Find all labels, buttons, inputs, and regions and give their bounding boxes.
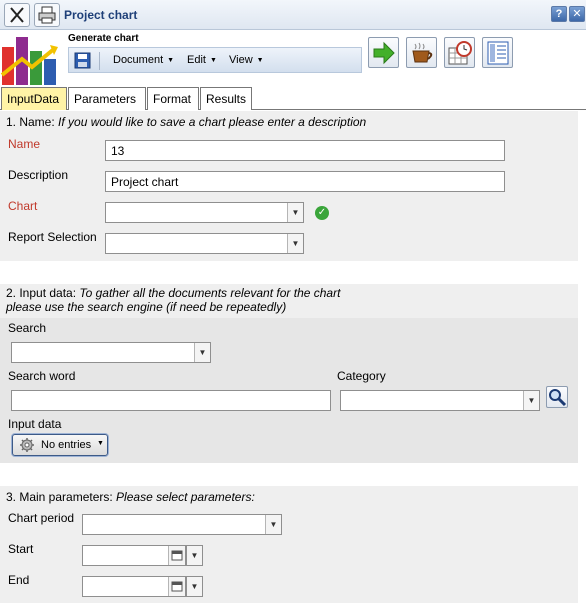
window-title: Project chart <box>64 8 138 22</box>
search-word-label: Search word <box>8 369 76 383</box>
description-label: Description <box>8 168 69 182</box>
chevron-down-icon: ▼ <box>209 57 217 64</box>
close-window-button[interactable] <box>4 3 30 27</box>
no-entries-button[interactable] <box>12 434 108 456</box>
description-field[interactable]: Project chart <box>105 171 505 192</box>
section-main-title <box>6 490 255 504</box>
section-input-data <box>0 318 578 463</box>
menu-bar <box>68 47 362 73</box>
section-name-prefix: 1. Name: <box>6 115 59 129</box>
gear-icon <box>19 437 35 453</box>
chevron-down-icon: ▼ <box>97 440 104 447</box>
chevron-down-icon: ▼ <box>256 57 264 64</box>
search-label: Search <box>8 321 47 335</box>
print-button[interactable] <box>34 3 60 27</box>
search-select[interactable] <box>11 342 211 363</box>
coffee-cup-icon <box>409 40 435 66</box>
menu-view-label: View <box>229 54 253 66</box>
menu-document[interactable] <box>113 54 174 66</box>
close-button[interactable]: ✕ <box>569 6 585 22</box>
menu-edit[interactable] <box>187 54 217 66</box>
report-list-icon <box>485 40 511 66</box>
section-name-hint: If you would like to save a chart please enter a description <box>58 115 367 129</box>
calendar-icon[interactable] <box>168 577 185 596</box>
schedule-button[interactable] <box>444 37 475 68</box>
end-date-input[interactable] <box>82 576 186 597</box>
toolbar-area <box>0 31 586 87</box>
save-icon[interactable] <box>74 52 91 69</box>
category-select[interactable] <box>340 390 540 411</box>
chevron-down-icon: ▼ <box>167 57 175 64</box>
arrow-right-icon <box>371 40 397 66</box>
start-date-dropdown[interactable] <box>186 545 203 566</box>
category-label: Category <box>337 369 386 383</box>
no-entries-label: No entries <box>41 439 92 451</box>
tab-format[interactable]: Format <box>147 87 199 110</box>
tab-inputdata[interactable]: InputData <box>1 87 67 110</box>
chart-label: Chart <box>8 199 38 213</box>
coffee-button[interactable] <box>406 37 437 68</box>
section-input-prefix: 2. Input data: <box>6 286 80 300</box>
printer-icon <box>35 4 59 26</box>
section-input-data-title <box>6 286 340 314</box>
tab-parameters[interactable]: Parameters <box>68 87 146 110</box>
report-selection-label: Report Selection <box>8 230 97 244</box>
section-input-hint-2: please use the search engine (if need be repeatedly) <box>6 300 287 314</box>
section-main-prefix: 3. Main parameters: <box>6 490 117 504</box>
menu-separator <box>99 52 100 70</box>
chevron-down-icon[interactable]: ▼ <box>265 515 281 534</box>
x-icon <box>5 4 29 26</box>
menu-edit-label: Edit <box>187 54 206 66</box>
check-ok-icon: ✓ <box>315 206 329 220</box>
name-label: Name <box>8 137 41 151</box>
chevron-down-icon[interactable]: ▼ <box>523 391 539 410</box>
calendar-icon[interactable] <box>168 546 185 565</box>
chevron-down-icon[interactable]: ▼ <box>287 203 303 222</box>
section-name-title <box>6 115 366 129</box>
end-date-dropdown[interactable] <box>186 576 203 597</box>
chart-period-label: Chart period <box>8 511 75 525</box>
name-field[interactable]: 13 <box>105 140 505 161</box>
start-label: Start <box>8 542 34 556</box>
chevron-down-icon[interactable]: ▼ <box>187 546 202 565</box>
section-main-parameters <box>0 486 578 603</box>
window-titlebar <box>0 0 586 30</box>
input-data-label: Input data <box>8 417 62 431</box>
magnifier-icon <box>547 387 567 407</box>
chevron-down-icon[interactable]: ▼ <box>287 234 303 253</box>
menu-view[interactable] <box>229 54 264 66</box>
menu-document-label: Document <box>113 54 164 66</box>
end-label: End <box>8 573 30 587</box>
chart-logo-icon <box>0 31 62 87</box>
page-subtitle: Generate chart <box>68 33 139 44</box>
tab-bar <box>0 87 586 110</box>
search-button[interactable] <box>546 386 568 408</box>
start-date-input[interactable] <box>82 545 186 566</box>
help-button[interactable]: ? <box>551 6 567 22</box>
chevron-down-icon[interactable]: ▼ <box>187 577 202 596</box>
execute-button[interactable] <box>368 37 399 68</box>
tab-results[interactable]: Results <box>200 87 252 110</box>
section-input-hint-1: To gather all the documents relevant for the chart <box>79 286 341 300</box>
report-button[interactable] <box>482 37 513 68</box>
section-input-data-header <box>0 284 578 318</box>
calendar-clock-icon <box>447 40 473 66</box>
section-main-hint: Please select parameters: <box>116 490 255 504</box>
chart-period-select[interactable] <box>82 514 282 535</box>
chart-select[interactable] <box>105 202 304 223</box>
section-name <box>0 111 578 261</box>
chevron-down-icon[interactable]: ▼ <box>194 343 210 362</box>
report-selection-select[interactable] <box>105 233 304 254</box>
search-word-input[interactable] <box>11 390 331 411</box>
